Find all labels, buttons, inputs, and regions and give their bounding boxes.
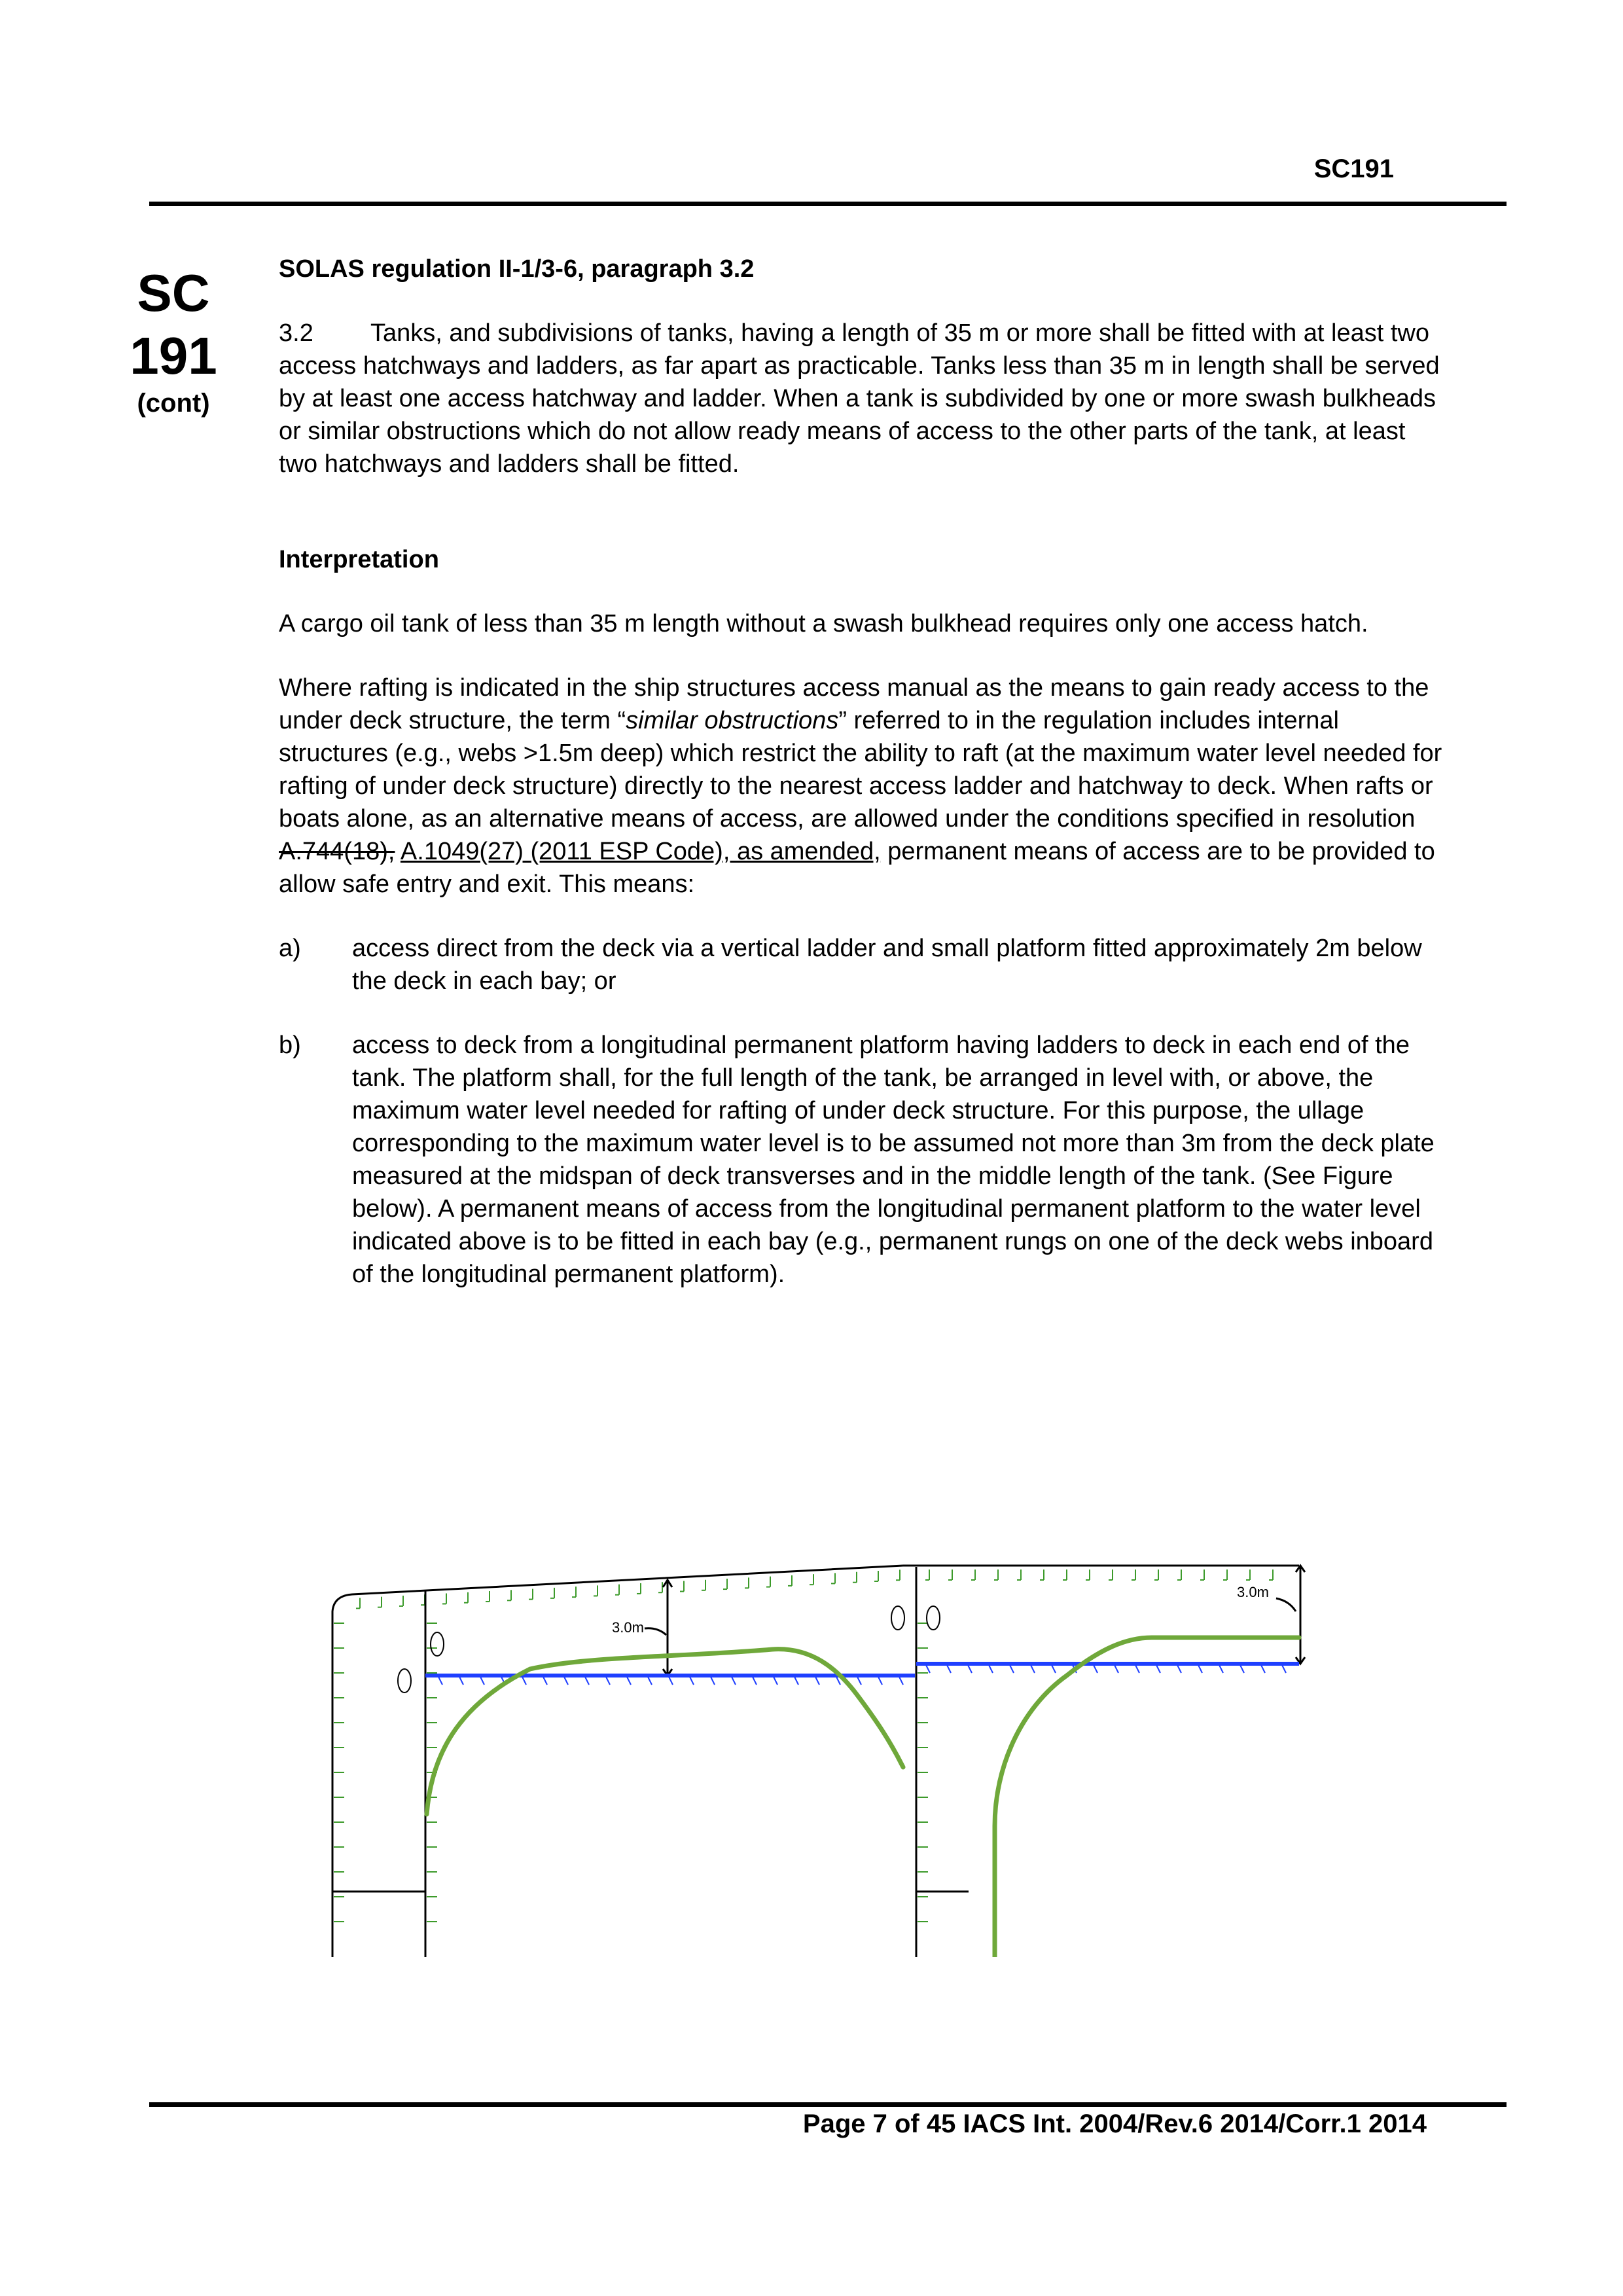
list-text-a: access direct from the deck via a vertical ladder and small platform fitted approximately 2m below the deck in each bay; or [352,935,1422,995]
water-tick [857,1677,861,1685]
dimension-label-right: 3.0m [1237,1584,1269,1600]
water-tick [606,1677,610,1685]
interpretation-paragraph-1: A cargo oil tank of less than 35 m length without a swash bulkhead requires only one access hatch. [279,610,1368,637]
water-tick [774,1677,777,1685]
regulation-paragraph [279,317,1444,480]
water-tick [1198,1665,1202,1673]
water-tick [711,1677,715,1685]
list-text-b: access to deck from a longitudinal permanent platform having ladders to deck in each end of the tank. The platform shall, for the full length of the tank, be arranged in level with, or above, the maximum water level needed for rafting of under deck structure. For this purpose, the ullage corresponding to the maximum water level is to be assumed not more than 3m from the deck plate measured at the midspan of deck transverses and in the middle length of the tank. (See Figure below). A permanent means of access from the longitudinal permanent platform to the water level indicated above is to be fitted in each bay (e.g., permanent rungs on one of the deck webs inboard of the longitudinal permanent platform). [352,1031,1435,1288]
water-tick [1240,1665,1244,1673]
dim-left-leader [645,1628,666,1635]
p2-text-a: Where rafting is indicated in the ship structures access manual as the means to gain ready access to the under deck structure, the term “ [279,674,1429,734]
dim-right-leader [1276,1598,1296,1611]
water-tick [648,1677,652,1685]
paragraph-number: 3.2 [279,319,313,347]
water-tick [690,1677,694,1685]
water-tick [1135,1665,1139,1673]
list-item-b [279,1029,1444,1291]
water-tick [947,1665,951,1673]
water-tick [1094,1665,1097,1673]
side-label [98,262,249,419]
p2-space [395,838,400,865]
structure-lines [332,1566,1305,1957]
water-tick [1156,1665,1160,1673]
water-tick [627,1677,631,1685]
ladder-symbol-left-1 [431,1632,444,1656]
side-cont: (cont) [137,389,210,418]
tank-section-figure [314,1551,1322,1957]
figure-svg [314,1551,1322,1957]
water-tick [878,1677,882,1685]
p2-emphasis: similar obstructions [626,707,839,734]
water-tick [1282,1665,1286,1673]
water-tick [989,1665,993,1673]
water-tick [753,1677,757,1685]
water-tick [1052,1665,1056,1673]
water-tick [1010,1665,1014,1673]
water-tick [732,1677,736,1685]
water-tick [1115,1665,1118,1673]
document-code: SC191 [1313,154,1394,183]
water-tick [926,1665,930,1673]
page-footer: Page 7 of 45 IACS Int. 2004/Rev.6 2014/Corr.1 2014 [802,2109,1427,2138]
paragraph-text: Tanks, and subdivisions of tanks, having a length of 35 m or more shall be fitted with at least two access hatchways and ladders, as far apart as practicable. Tanks less than 35 m in length shall be served by at least one access hatchway and ladder. When a tank is subdivided by one or more swash bulkheads or similar obstructions which do not allow ready means of access to the other parts of the tank, at least two hatchways and ladders shall be fitted. [279,319,1440,478]
ladder-symbol-right-2 [927,1606,940,1630]
p2-text-c: permanent means of access are to be provided to allow safe entry and exit. This means: [279,838,1435,898]
water-tick [522,1677,526,1685]
dimension-label-left: 3.0m [612,1619,644,1636]
water-tick [543,1677,547,1685]
water-tick [459,1677,463,1685]
p2-struck-reference: A.744(18), [279,838,395,865]
platform-curve-right [995,1638,1299,1957]
ladder-symbol-left-2 [398,1669,411,1693]
water-tick [1031,1665,1035,1673]
stiffener-marks [334,1570,1273,1922]
side-sc: SC [137,264,210,322]
water-tick [669,1677,673,1685]
interpretation-paragraph-2 [279,672,1444,901]
footer-rule [149,2102,1507,2107]
water-tick [480,1677,484,1685]
water-tick [1261,1665,1265,1673]
list-label-a: a) [279,935,301,962]
water-tick [1219,1665,1223,1673]
water-tick [899,1677,903,1685]
header-rule [149,202,1507,206]
list-item-a [279,932,1444,997]
water-tick [438,1677,442,1685]
water-tick [968,1665,972,1673]
section-title: SOLAS regulation II-1/3-6, paragraph 3.2 [279,255,755,283]
p2-underlined-reference: A.1049(27) (2011 ESP Code), as amended, [400,838,881,865]
water-tick [794,1677,798,1685]
raft-platform-profiles [427,1638,1299,1957]
interpretation-title: Interpretation [279,546,439,573]
water-tick [564,1677,568,1685]
water-tick [585,1677,589,1685]
list-label-b: b) [279,1031,301,1059]
water-tick [1177,1665,1181,1673]
side-number: 191 [130,327,217,385]
main-content [279,253,1444,1291]
p2-text-b: ” referred to in the regulation includes internal structures (e.g., webs >1.5m deep) which restrict the ability to raft (at the maximum water level needed for rafting of under deck structure) directly to the nearest access ladder and hatchway to deck. When rafts or boats alone, as an alternative means of access, are allowed under the conditions specified in resolution [279,707,1442,833]
ladder-symbol-right-1 [891,1606,904,1630]
water-tick [815,1677,819,1685]
